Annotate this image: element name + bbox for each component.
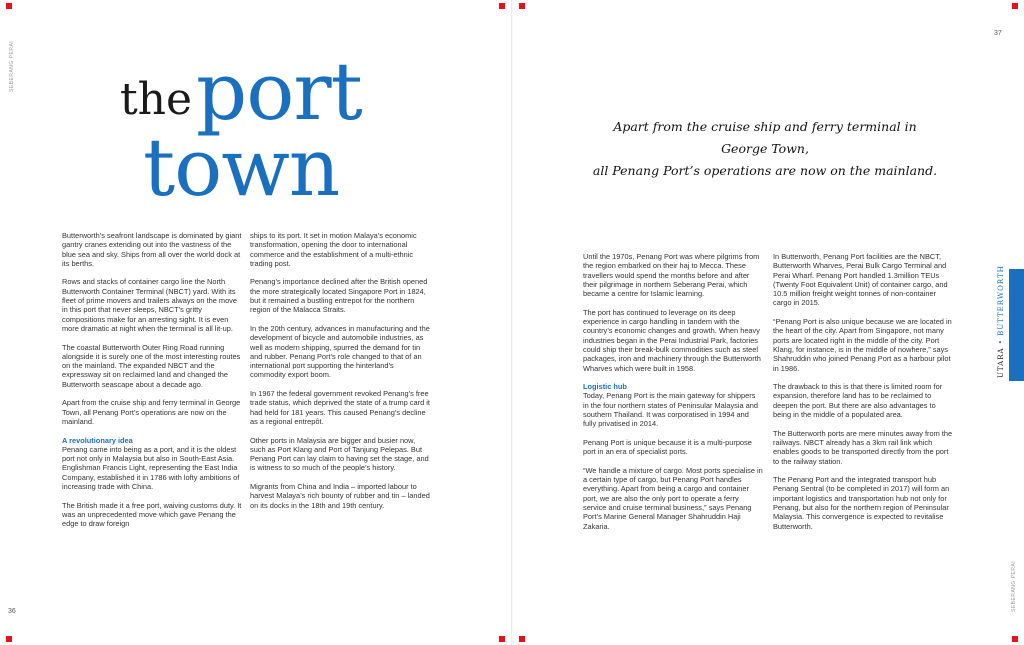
title-port: port bbox=[196, 45, 362, 138]
pull-quote-line: Apart from the cruise ship and ferry terminal in George Town, bbox=[613, 119, 917, 156]
title-the: the bbox=[120, 74, 193, 125]
article-column-3 bbox=[583, 252, 763, 540]
paragraph: In the 20th century, advances in manufacturing and the development of bicycle and automobile industries, as well as modern shipping, spurred the demand for tin and rubber. Penang Port’s role changed to that of an international port supporting the hinterland’s commodity export boom. bbox=[250, 323, 430, 380]
tab-town: BUTTERWORTH bbox=[997, 265, 1005, 336]
article-column-4 bbox=[773, 252, 953, 540]
corner-marker bbox=[519, 636, 525, 642]
side-label: SEBERANG PERAI bbox=[9, 40, 15, 92]
paragraph: ships to its port. It set in motion Malaya’s economic transformation, opening the door to international commerce and the establishment of a multi-ethnic trading post. bbox=[250, 231, 417, 268]
pull-quote-line: all Penang Port’s operations are now on the mainland. bbox=[592, 162, 938, 178]
paragraph: In 1967 the federal government revoked Penang’s free trade status, which deprived the state of a trump card it had held for 181 years. This caused Penang’s decline as a regional entrepôt. bbox=[250, 389, 430, 426]
section-tab bbox=[1009, 269, 1024, 381]
corner-marker bbox=[6, 636, 12, 642]
corner-marker bbox=[499, 636, 505, 642]
paragraph: The British made it a free port, waiving customs duty. It was an unprecedented move which gave Penang the edge to draw foreign bbox=[62, 500, 242, 529]
paragraph: Today, Penang Port is the main gateway for shippers in the four northern states of Peninsular Malaysia and southern Thailand. It was corporatised in 1994 and fully privatised in 2014. bbox=[583, 391, 759, 429]
tab-region: UTARA bbox=[997, 347, 1005, 378]
paragraph: Butterworth’s seafront landscape is dominated by giant gantry cranes extending out into the vastness of the blue sea and sky. Ships from all over the world dock at its berths. bbox=[62, 231, 242, 268]
paragraph: Apart from the cruise ship and ferry terminal in George Town, all Penang Port’s operations are now on the mainland. bbox=[62, 398, 241, 426]
paragraph: “We handle a mixture of cargo. Most ports specialise in a certain type of cargo, but Penang Port handles everything. Apart from being a cargo and container port, we are also the only port to operate a ferry service and cruise terminal business,” says Penang Port’s Marine General Manager Shahruddin Haji Zakaria. bbox=[583, 465, 763, 531]
section-tab-label bbox=[997, 265, 1005, 378]
corner-marker bbox=[6, 3, 12, 9]
paragraph: “Penang Port is also unique because we are located in the heart of the city. Apart from Singapore, not many ports are located right in the middle of the city. Port Klang, for instance, is in the middle of nowhere,” says Shahruddin who joined Penang Port as a harbour pilot in 1986. bbox=[773, 317, 952, 373]
paragraph: The Butterworth ports are mere minutes away from the railways. NBCT already has a 3km rail link which enables goods to be transported directly from the port to the railway station. bbox=[773, 428, 953, 466]
pull-quote bbox=[590, 116, 940, 182]
paragraph: Other ports in Malaysia are bigger and busier now, such as Port Klang and Port of Tanjung Pelepas. But Penang Port can lay claim to having set the stage, and is witness to so much of the people’s history. bbox=[250, 435, 429, 473]
side-label: SEBERANG PERAI bbox=[1011, 560, 1017, 612]
corner-marker bbox=[499, 3, 505, 9]
article-column-2 bbox=[250, 231, 430, 519]
article-column-1 bbox=[62, 231, 242, 538]
page-number: 36 bbox=[8, 608, 16, 615]
paragraph: Rows and stacks of container cargo line the North Butterworth Container Terminal (NBCT) yard. With its fleet of prime movers and trailers always on the move in this port that never sleeps, NBCT’s gritty compositions make for an arresting sight. It is even more dramatic at night when the terminal is all lit-up. bbox=[62, 277, 237, 333]
paragraph: The port has continued to leverage on its deep experience in cargo handling in tandem with the country’s economic changes and growth. When heavy industries began in the Perai Industrial Park, factories could ship their break-bulk commodities such as steel packages, iron and machinery through the Butterworth Wharves which were built in 1958. bbox=[583, 307, 761, 373]
title-town: town bbox=[143, 121, 340, 214]
page-gutter bbox=[511, 0, 513, 645]
paragraph: The coastal Butterworth Outer Ring Road running alongside it is surely one of the most interesting routes on the mainland. The expanded NBCT and the expressway sit on reclaimed land and changed the Butterworth seascape about a decade ago. bbox=[62, 342, 241, 389]
page-number: 37 bbox=[994, 30, 1002, 37]
corner-marker bbox=[1012, 636, 1018, 642]
section-heading: Logistic hub bbox=[583, 382, 627, 392]
paragraph: In Butterworth, Penang Port facilities are the NBCT, Butterworth Wharves, Perai Bulk Cargo Terminal and Perai Wharf. Penang Port handled 1.3million TEUs (Twenty Foot Equivalent Unit) of container cargo, and 10.5 million freight weight tonnes of non-container cargo in 2015. bbox=[773, 252, 948, 308]
paragraph: Penang’s importance declined after the British opened the more strategically located Singapore Port in 1824, but it remained a bustling entrepot for the northern region of the Malacca Straits. bbox=[250, 277, 428, 315]
corner-marker bbox=[519, 3, 525, 9]
corner-marker bbox=[1012, 3, 1018, 9]
paragraph: Penang Port is unique because it is a multi-purpose port in an era of specialist ports. bbox=[583, 437, 752, 457]
paragraph: The Penang Port and the integrated transport hub Penang Sentral (to be completed in 2017) will form an important logistics and transportation hub not only for Penang, but also for the northern region of Peninsular Malaysia. This convergence is expected to revitalise Butterworth. bbox=[773, 475, 950, 531]
paragraph: The drawback to this is that there is limited room for expansion, therefore land has to be reclaimed to deepen the port. But there are also advantages to being in the middle of a populated area. bbox=[773, 382, 943, 420]
section-heading: A revolutionary idea bbox=[62, 435, 133, 445]
paragraph: Until the 1970s, Penang Port was where pilgrims from the region embarked on their haj to Mecca. These travellers would spend the months before and after their pilgrimage in northern Seberang Perai, which became a centre for Islamic learning. bbox=[583, 252, 760, 299]
paragraph: Migrants from China and India – imported labour to harvest Malaya’s rich bounty of rubber and tin – landed on its docks in the 18th and 19th century. bbox=[250, 482, 430, 510]
paragraph: Penang came into being as a port, and it is the oldest port not only in Malaysia but also in South-East Asia. Englishman Francis Light, representing the East India Company, established it in 1786 with lofty ambitions of increasing trade with China. bbox=[62, 444, 240, 492]
tab-separator: • bbox=[997, 335, 1005, 348]
